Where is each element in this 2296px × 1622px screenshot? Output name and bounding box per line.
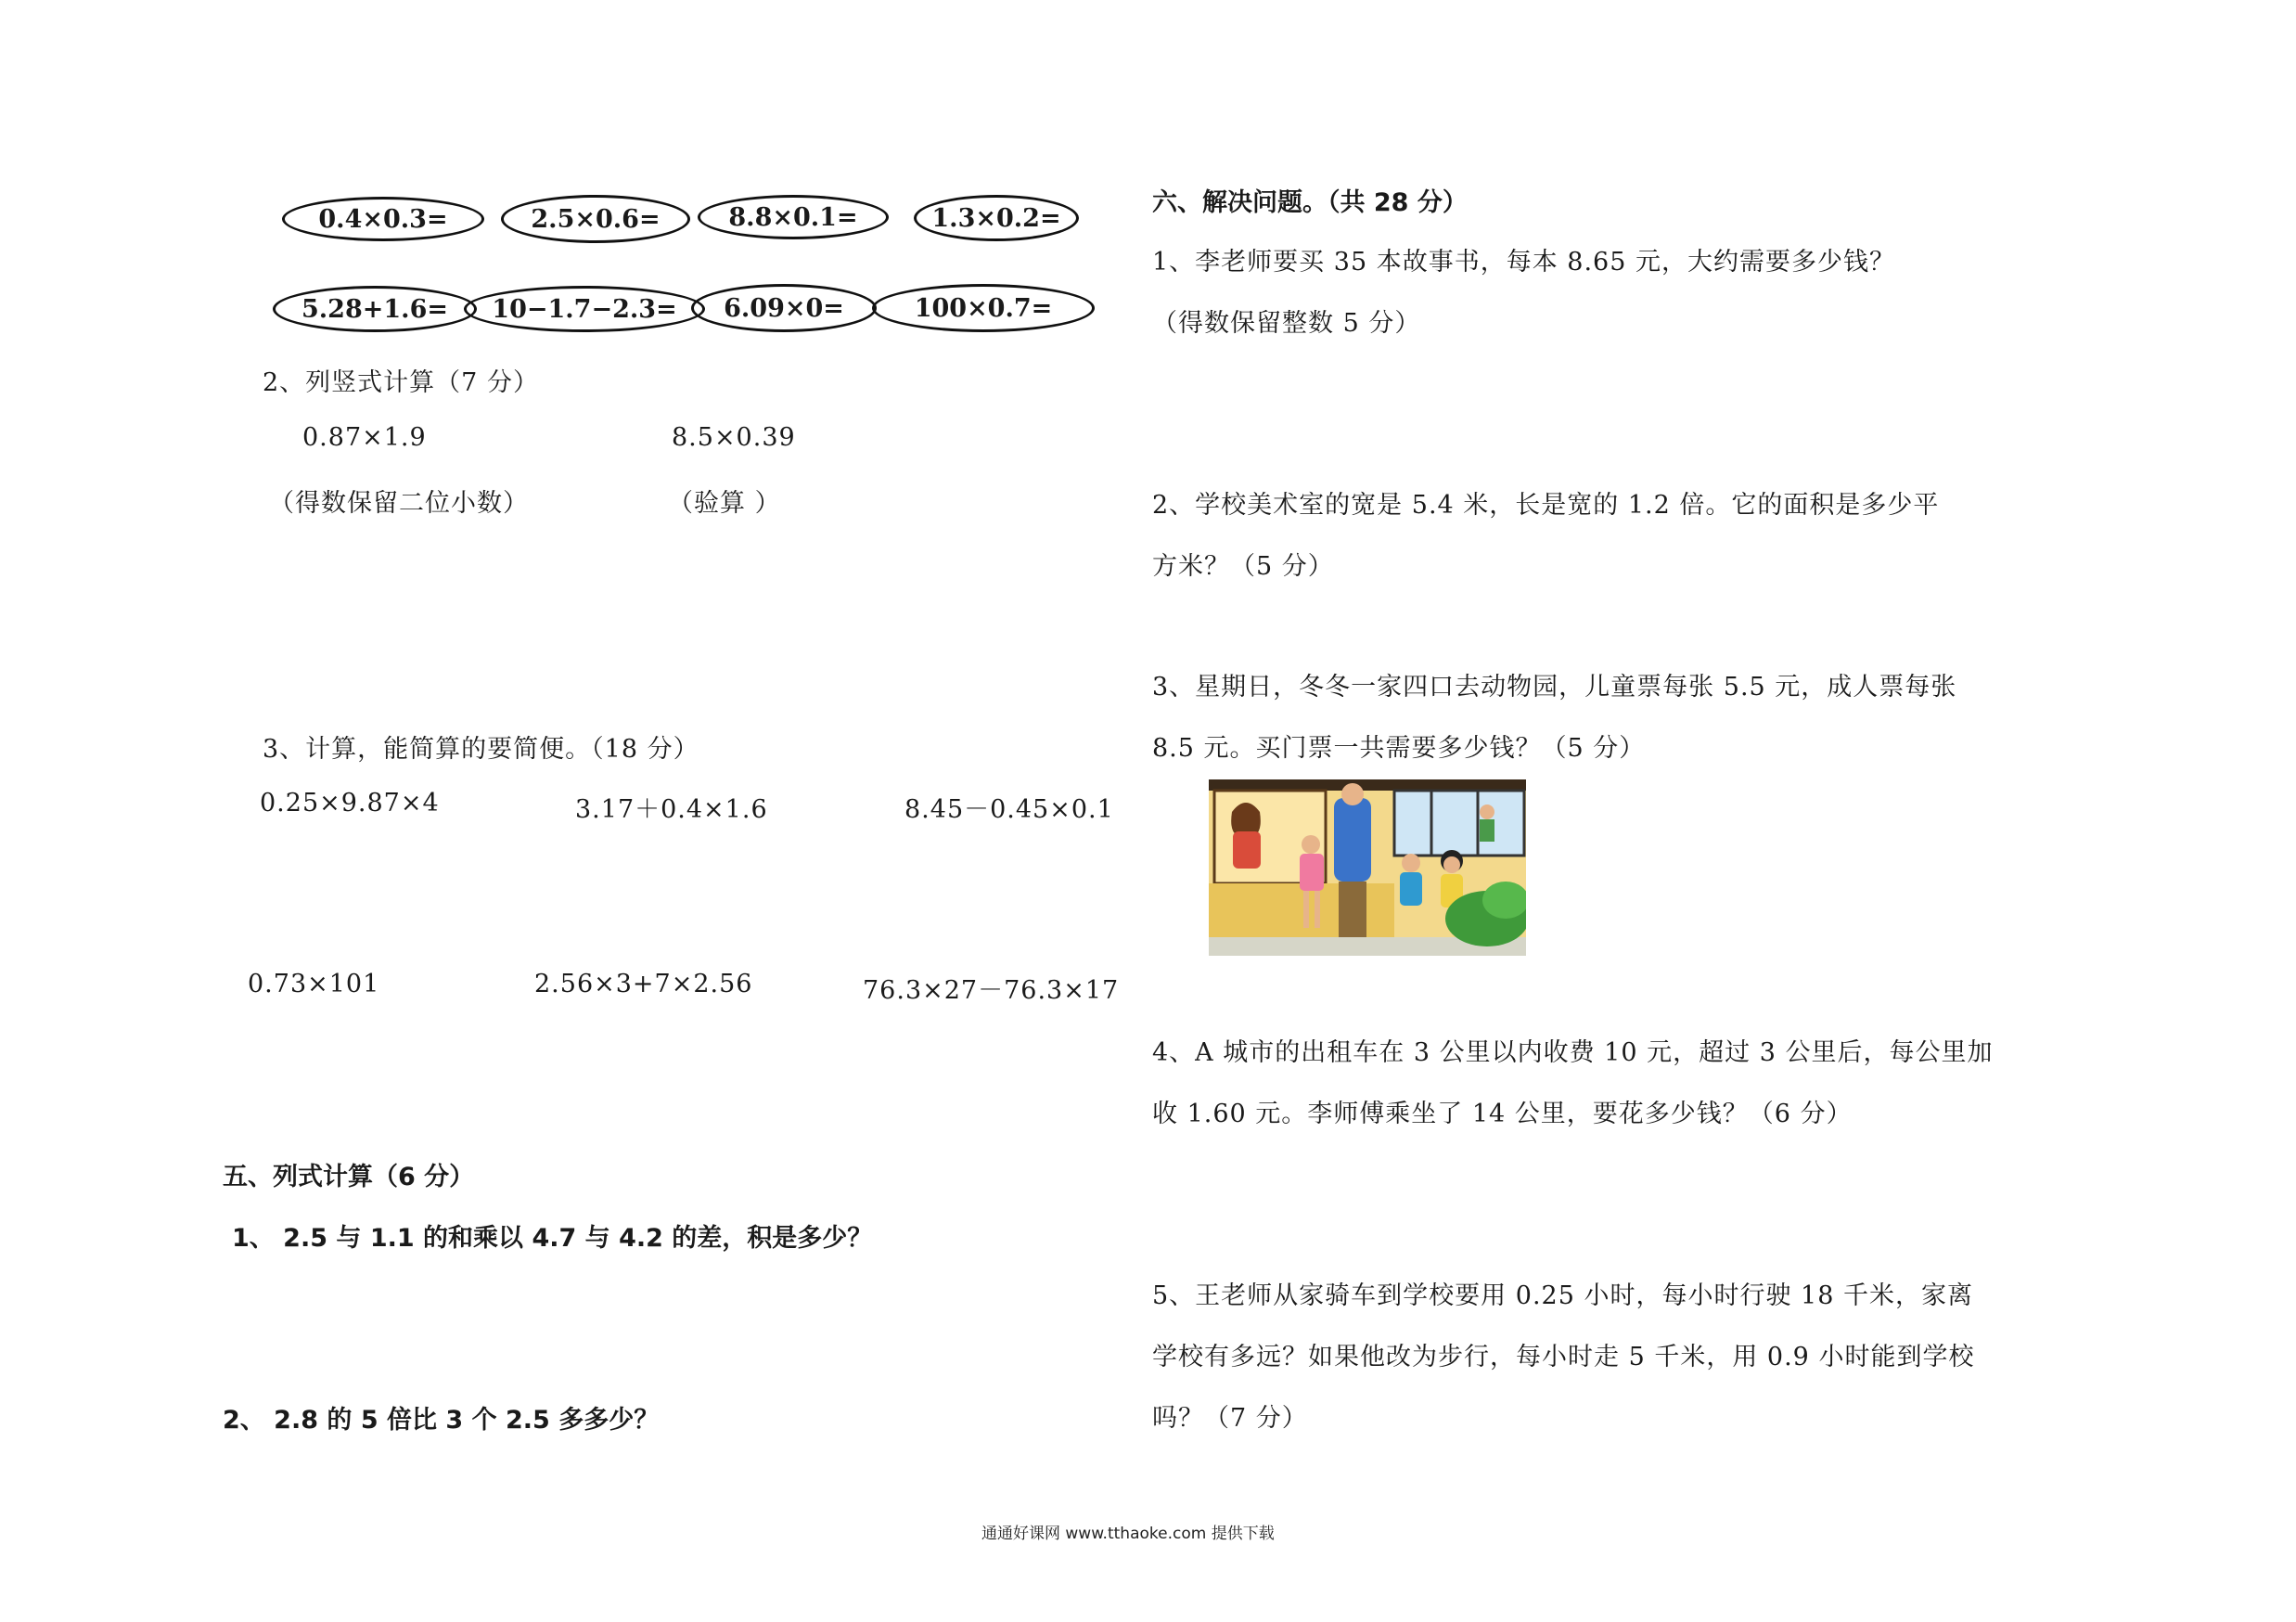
ticket-booth-illustration: [1209, 779, 1526, 956]
problem-2-line-1: 2、学校美术室的宽是 5.4 米，长是宽的 1.2 倍。它的面积是多少平: [1152, 491, 1940, 520]
q3-expr: 2.56×3+7×2.56: [534, 970, 753, 998]
oral-calc-oval: 8.8×0.1=: [698, 195, 889, 239]
problem-3-line-1: 3、星期日，冬冬一家四口去动物园，儿童票每张 5.5 元，成人票每张: [1152, 673, 1957, 702]
q3-title: 3、计算，能简算的要简便。（18 分）: [263, 735, 699, 764]
q3-expr: 8.45－0.45×0.1: [904, 795, 1114, 824]
oral-calc-oval: 100×0.7=: [872, 284, 1095, 332]
oral-calc-oval: 10−1.7−2.3=: [464, 286, 705, 332]
oral-calc-oval: 1.3×0.2=: [914, 195, 1079, 241]
oral-calc-oval: 6.09×0=: [691, 284, 877, 332]
problem-4-line-2: 收 1.60 元。李师傅乘坐了 14 公里，要花多少钱？（6 分）: [1152, 1100, 1853, 1128]
section-5-title: 五、列式计算（6 分）: [223, 1163, 475, 1191]
section-5-q2: 2、 2.8 的 5 倍比 3 个 2.5 多多少？: [223, 1406, 660, 1435]
problem-5-line-3: 吗？（7 分）: [1152, 1404, 1308, 1433]
problem-4-line-1: 4、A 城市的出租车在 3 公里以内收费 10 元，超过 3 公里后，每公里加: [1152, 1038, 1994, 1067]
page-footer: 通通好课网 www.tthaoke.com 提供下载: [981, 1525, 1275, 1543]
q3-expr: 3.17＋0.4×1.6: [575, 795, 768, 824]
section-5-q1: 1、 2.5 与 1.1 的和乘以 4.7 与 4.2 的差，积是多少？: [232, 1224, 873, 1253]
problem-2-line-2: 方米？（5 分）: [1152, 552, 1334, 581]
problem-3-line-2: 8.5 元。买门票一共需要多少钱？（5 分）: [1152, 734, 1646, 763]
problem-1-line-1: 1、李老师要买 35 本故事书，每本 8.65 元，大约需要多少钱？: [1152, 248, 1895, 277]
q2-note-1: （得数保留二位小数）: [269, 489, 529, 518]
q2-note-2: （验算 ）: [668, 489, 781, 518]
problem-5-line-2: 学校有多远？如果他改为步行，每小时走 5 千米，用 0.9 小时能到学校: [1152, 1343, 1975, 1371]
oral-calc-oval: 0.4×0.3=: [282, 197, 484, 241]
problem-1-line-2: （得数保留整数 5 分）: [1152, 309, 1421, 338]
section-6-title: 六、解决问题。（共 28 分）: [1152, 188, 1468, 217]
oral-calc-oval: 2.5×0.6=: [501, 195, 690, 243]
q2-item-1: 0.87×1.9: [302, 423, 427, 452]
q2-item-2: 8.5×0.39: [672, 423, 796, 452]
q3-expr: 76.3×27－76.3×17: [863, 976, 1120, 1005]
oral-calc-oval: 5.28+1.6=: [273, 286, 477, 332]
q3-expr: 0.73×101: [248, 970, 380, 998]
problem-5-line-1: 5、王老师从家骑车到学校要用 0.25 小时，每小时行驶 18 千米，家离: [1152, 1281, 1973, 1310]
q2-title: 2、列竖式计算（7 分）: [263, 368, 539, 397]
q3-expr: 0.25×9.87×4: [260, 789, 440, 817]
